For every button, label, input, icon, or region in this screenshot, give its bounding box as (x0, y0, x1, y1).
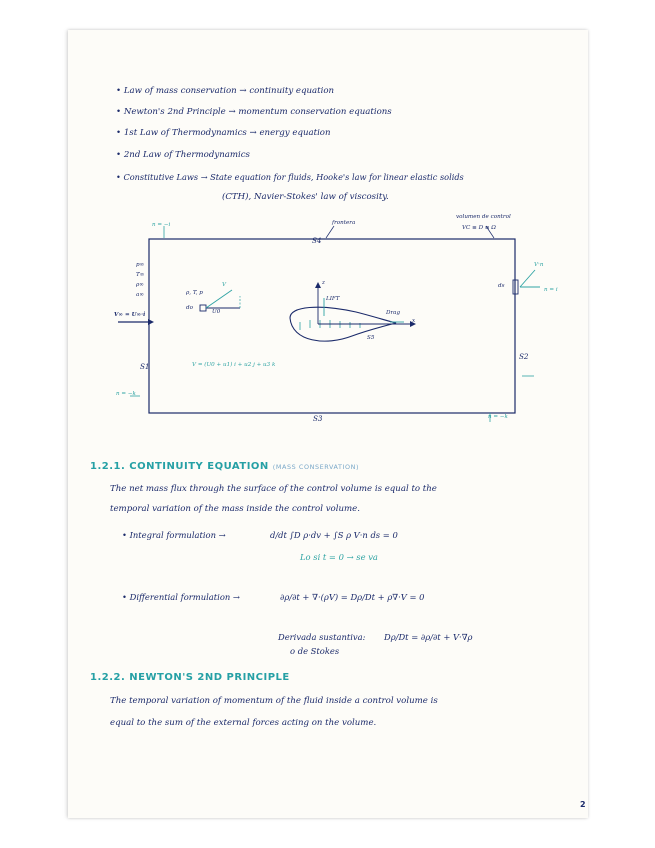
derivative-label: Derivada sustantiva: (278, 632, 366, 642)
section-subtitle: (MASS CONSERVATION) (272, 463, 360, 471)
label-normal-bottom: n = −k (488, 414, 508, 420)
label-velocity-eq: V = (U0 + u1) i + u2 j + u3 k (192, 362, 276, 368)
bullet-mass-conservation: • Law of mass conservation → continuity equation (116, 86, 334, 96)
section-number: 1.2.1. (90, 461, 126, 472)
label-freestream-velocity: V∞ = U∞·i (114, 312, 146, 318)
z-axis-arrowhead (315, 282, 321, 288)
label-v: V (222, 282, 227, 288)
bullet-constitutive-laws: • Constitutive Laws → State equation for fluids, Hooke's law for linear elastic solids (116, 172, 464, 182)
label-drag: Drag (386, 310, 401, 316)
label-rho-t-p: ρ, T, p (186, 290, 203, 296)
section2-number: 1.2.2. (90, 672, 126, 683)
label-s4: S4 (312, 236, 322, 245)
label-rho-inf: ρ∞ (136, 282, 144, 288)
label-p-inf: p∞ (136, 262, 145, 268)
label-s2: S2 (519, 352, 529, 361)
derivative-note: o de Stokes (290, 646, 340, 656)
newton-text-line2: equal to the sum of the external forces acting on the volume. (110, 718, 377, 728)
label-normal-vn: V·n (534, 262, 544, 268)
pressure-arrows (300, 320, 360, 330)
bullet-newton-2nd: • Newton's 2nd Principle → momentum conservation equations (116, 107, 392, 117)
label-a-inf: a∞ (136, 292, 144, 298)
label-normal-top: n = −i (152, 222, 171, 228)
label-s5: S5 (367, 335, 375, 341)
control-volume-box (149, 239, 515, 413)
volume-element (200, 305, 206, 311)
label-t-inf: T∞ (136, 272, 145, 278)
label-do: do (186, 305, 193, 311)
page-number: 2 (580, 800, 586, 809)
bullet-continuation: (CTH), Navier-Stokes' law of viscosity. (222, 192, 389, 202)
continuity-text-line2: temporal variation of the mass inside the control volume. (110, 504, 360, 514)
velocity-vector-right (520, 270, 535, 287)
v-vector-arrow (206, 290, 232, 308)
integral-note: Lo si t = 0 → se va (300, 552, 378, 562)
freestream-arrowhead (148, 319, 154, 325)
section-heading-continuity (90, 461, 359, 472)
label-axis-x: x (412, 318, 416, 324)
section-heading-newton (90, 672, 290, 683)
differential-label: • Differential formulation → (122, 592, 240, 602)
integral-equation: d/dt ∫D ρ·dv + ∫S ρ V·n ds = 0 (270, 530, 398, 540)
section2-title: NEWTON'S 2ND PRINCIPLE (129, 672, 290, 683)
bullet-1st-law-thermo: • 1st Law of Thermodynamics → energy equation (116, 128, 331, 138)
section-title: CONTINUITY EQUATION (129, 461, 269, 472)
label-s1: S1 (140, 362, 150, 371)
label-frontera: frontera (332, 220, 356, 226)
bullet-2nd-law-thermo: • 2nd Law of Thermodynamics (116, 150, 250, 160)
label-s3: S3 (313, 414, 323, 423)
differential-equation: ∂ρ/∂t + ∇·(ρV) = Dρ/Dt + ρ∇·V = 0 (280, 592, 425, 602)
label-control-volume: volumen de control (456, 214, 511, 220)
label-ds: ds (498, 283, 505, 289)
frontera-pointer (326, 226, 334, 238)
label-lift: LIFT (326, 296, 340, 302)
derivative-equation: Dρ/Dt = ∂ρ/∂t + V·∇ρ (384, 632, 473, 642)
continuity-text-line1: The net mass flux through the surface of the control volume is equal to the (110, 484, 437, 494)
label-u0: U0 (212, 309, 221, 315)
label-control-volume-eq: VC ≡ D ≡ Ω (462, 225, 496, 231)
label-normal-right: n = i (544, 287, 558, 293)
integral-label: • Integral formulation → (122, 530, 226, 540)
label-normal-left: n = −k (116, 391, 136, 397)
label-axis-z: z (322, 280, 325, 286)
newton-text-line1: The temporal variation of momentum of the fluid inside a control volume is (110, 696, 438, 706)
